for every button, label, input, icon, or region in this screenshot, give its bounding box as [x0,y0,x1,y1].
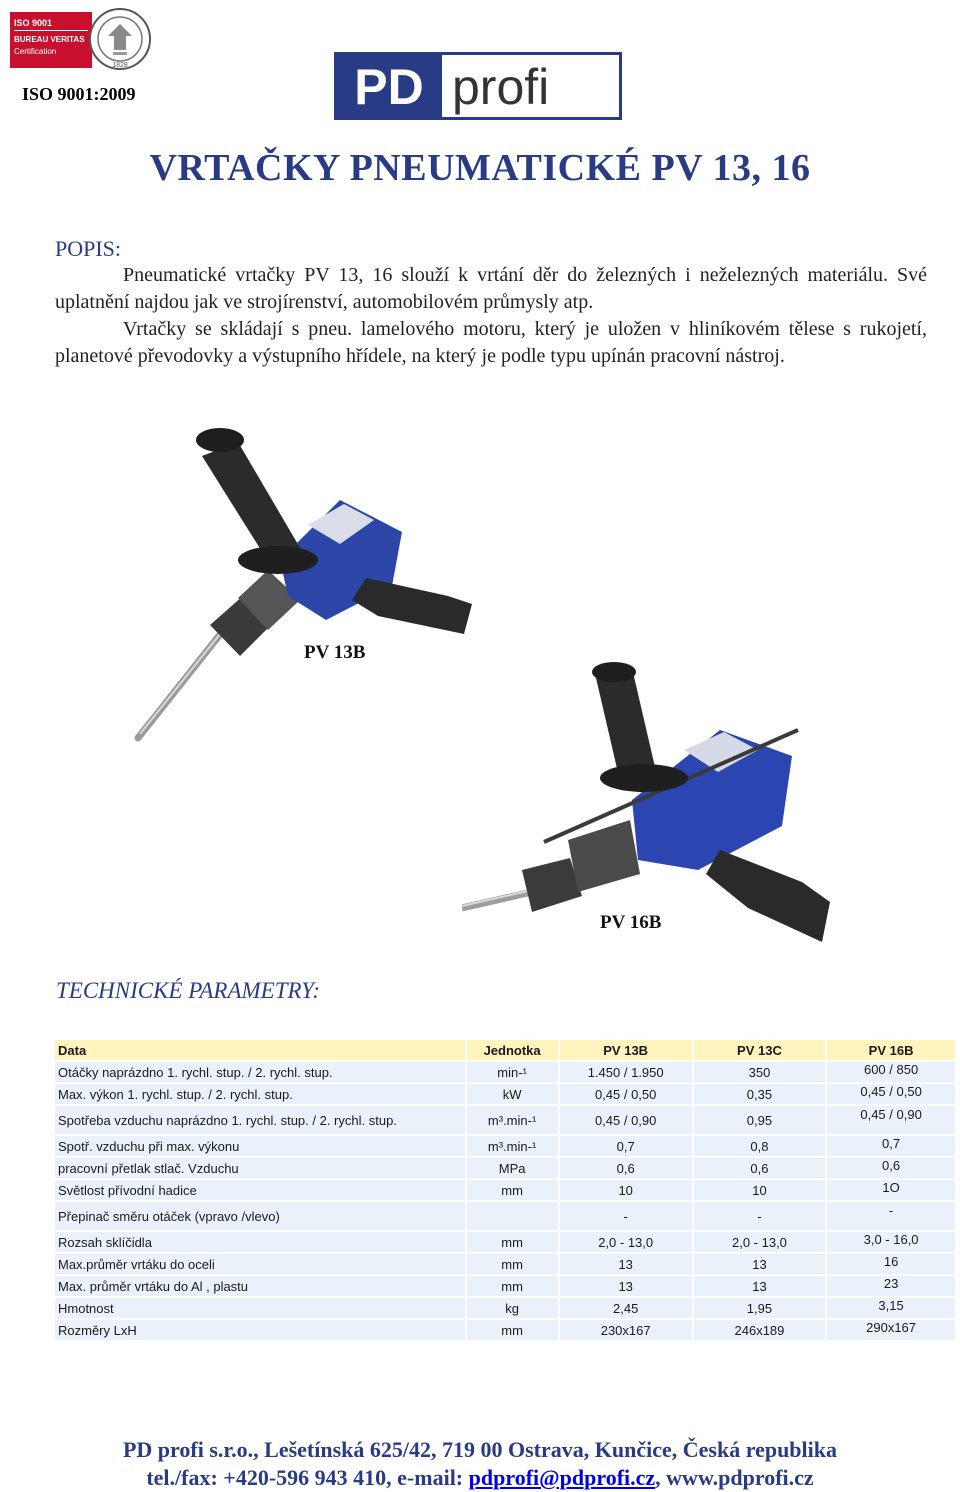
table-cell: Spotř. vzduchu při max. výkonu [55,1136,465,1156]
column-header: PV 16B [827,1040,955,1060]
table-cell: Rozsah sklíčidla [55,1232,465,1252]
table-cell [827,1106,955,1134]
table-cell: MPa [467,1158,558,1178]
table-cell: 13 [694,1254,825,1274]
table-cell: 246x189 [694,1320,825,1340]
table-header-row [55,1040,955,1060]
table-cell: 0,8 [694,1136,825,1156]
table-cell: 0,45 / 0,90 [560,1106,692,1134]
pd-profi-logo [334,52,622,120]
table-cell: mm [467,1320,558,1340]
page-title: VRTAČKY PNEUMATICKÉ PV 13, 16 [149,147,811,189]
table-cell [467,1202,558,1230]
footer-email-link[interactable]: pdprofi@pdprofi.cz [468,1465,656,1490]
description-paragraph-1: Pneumatické vrtačky PV 13, 16 slouží k vrtání děr do železných i neželezných materiálu. Své uplatnění najdou jak ve strojírenství, automobilovém průmysly atp. [55,264,927,313]
table-cell: mm [467,1232,558,1252]
footer-phone: tel./fax: +420-596 943 410, e-mail: [146,1465,469,1490]
table-cell-text: 290x167 [866,1319,917,1335]
table-cell [827,1062,955,1082]
cert-line2: BUREAU VERITAS [14,35,85,44]
seal-year: 1828 [112,62,128,69]
iso-certification-text: ISO 9001:2009 [22,84,136,104]
table-cell: kg [467,1298,558,1318]
table-cell [827,1084,955,1104]
table-cell: Spotřeba vzduchu naprázdno 1. rychl. stup. / 2. rychl. stup. [55,1106,465,1134]
pneumatic-drill-image [130,420,480,745]
table-cell: 13 [560,1276,692,1296]
table-cell: - [694,1202,825,1230]
description-body [55,262,927,370]
logo-pd-text: PD [354,59,424,115]
table-cell: m³.min-¹ [467,1136,558,1156]
technical-parameters-table [53,1038,957,1342]
table-cell: 13 [560,1254,692,1274]
table-row [55,1320,955,1340]
pneumatic-drill-image [462,660,857,945]
table-cell: 230x167 [560,1320,692,1340]
table-cell: Přepinač směru otáček (vpravo /vlevo) [55,1202,465,1230]
table-cell [827,1232,955,1252]
table-cell [827,1254,955,1274]
table-cell-text: 3,0 - 16,0 [863,1231,919,1247]
footer-contact [0,1464,960,1492]
table-cell: Max. výkon 1. rychl. stup. / 2. rychl. stup. [55,1084,465,1104]
table-cell [827,1136,955,1156]
table-cell-text: 23 [883,1275,899,1291]
column-header: PV 13C [694,1040,825,1060]
column-header: Data [55,1040,465,1060]
table-row [55,1298,955,1318]
footer [0,1436,960,1492]
bureau-veritas-seal-icon [90,9,150,69]
table-cell: pracovní přetlak stlač. Vzduchu [55,1158,465,1178]
table-cell [827,1202,955,1230]
table-cell: 0,6 [694,1158,825,1178]
table-cell: kW [467,1084,558,1104]
table-cell-text: 16 [883,1253,899,1269]
table-cell: 10 [694,1180,825,1200]
table-row [55,1276,955,1296]
table-cell-text: - [888,1202,894,1218]
image-caption-pv13b: PV 13B [304,642,366,663]
table-cell-text: 3,15 [878,1297,904,1313]
table-cell: 1.450 / 1.950 [560,1062,692,1082]
table-cell-text: 0,45 / 0,50 [860,1083,922,1099]
table-row [55,1202,955,1230]
table-cell [827,1320,955,1340]
table-row [55,1084,955,1104]
cert-line1: ISO 9001 [14,18,53,28]
column-header: Jednotka [467,1040,558,1060]
table-cell: 1,95 [694,1298,825,1318]
table-cell-text: 0,7 [882,1135,901,1151]
table-cell: 2,0 - 13,0 [694,1232,825,1252]
table-cell: mm [467,1180,558,1200]
table-row [55,1136,955,1156]
table-cell: 10 [560,1180,692,1200]
table-row [55,1158,955,1178]
table-row [55,1062,955,1082]
table-cell: 0,95 [694,1106,825,1134]
table-cell: Max.průměr vrtáku do oceli [55,1254,465,1274]
table-row [55,1106,955,1134]
table-cell: 13 [694,1276,825,1296]
table-cell: 0,35 [694,1084,825,1104]
table-cell: 0,6 [560,1158,692,1178]
table-cell-text: 600 / 850 [863,1061,919,1077]
logo-profi-text: profi [452,59,550,115]
table-cell: 0,45 / 0,50 [560,1084,692,1104]
table-cell: - [560,1202,692,1230]
table-cell-text: 1O [882,1179,900,1195]
table-cell: 350 [694,1062,825,1082]
table-row [55,1180,955,1200]
technical-parameters-heading: TECHNICKÉ PARAMETRY: [56,978,321,1003]
table-cell [827,1158,955,1178]
table-row [55,1232,955,1252]
table-cell: Otáčky naprázdno 1. rychl. stup. / 2. rychl. stup. [55,1062,465,1082]
bureau-veritas-logo [10,6,152,72]
table-cell: 0,7 [560,1136,692,1156]
table-cell: 2,45 [560,1298,692,1318]
table-cell: Max. průměr vrtáku do Al , plastu [55,1276,465,1296]
table-cell-text: 0,6 [882,1157,901,1173]
table-cell: Světlost přívodní hadice [55,1180,465,1200]
image-caption-pv16b: PV 16B [600,912,662,933]
table-cell: min-¹ [467,1062,558,1082]
description-paragraph-2: Vrtačky se skládají s pneu. lamelového motoru, který je uložen v hliníkovém tělese s rukojetí, planetové převodovky a výstupního hřídele, na který je podle typu upínán pracovní nástroj. [55,318,927,367]
table-cell: Rozměry LxH [55,1320,465,1340]
table-cell [827,1276,955,1296]
table-cell [827,1180,955,1200]
cert-line3: Certification [14,47,57,56]
table-cell-text: 0,45 / 0,90 [860,1106,922,1122]
column-header: PV 13B [560,1040,692,1060]
table-cell: Hmotnost [55,1298,465,1318]
table-cell: 2,0 - 13,0 [560,1232,692,1252]
footer-web: , www.pdprofi.cz [655,1465,814,1490]
table-cell: mm [467,1254,558,1274]
table-cell [827,1298,955,1318]
footer-address: PD profi s.r.o., Lešetínská 625/42, 719 00 Ostrava, Kunčice, Česká republika [122,1437,838,1462]
table-cell: m³.min-¹ [467,1106,558,1134]
table-cell: mm [467,1276,558,1296]
table-row [55,1254,955,1274]
description-heading: POPIS: [55,236,122,261]
